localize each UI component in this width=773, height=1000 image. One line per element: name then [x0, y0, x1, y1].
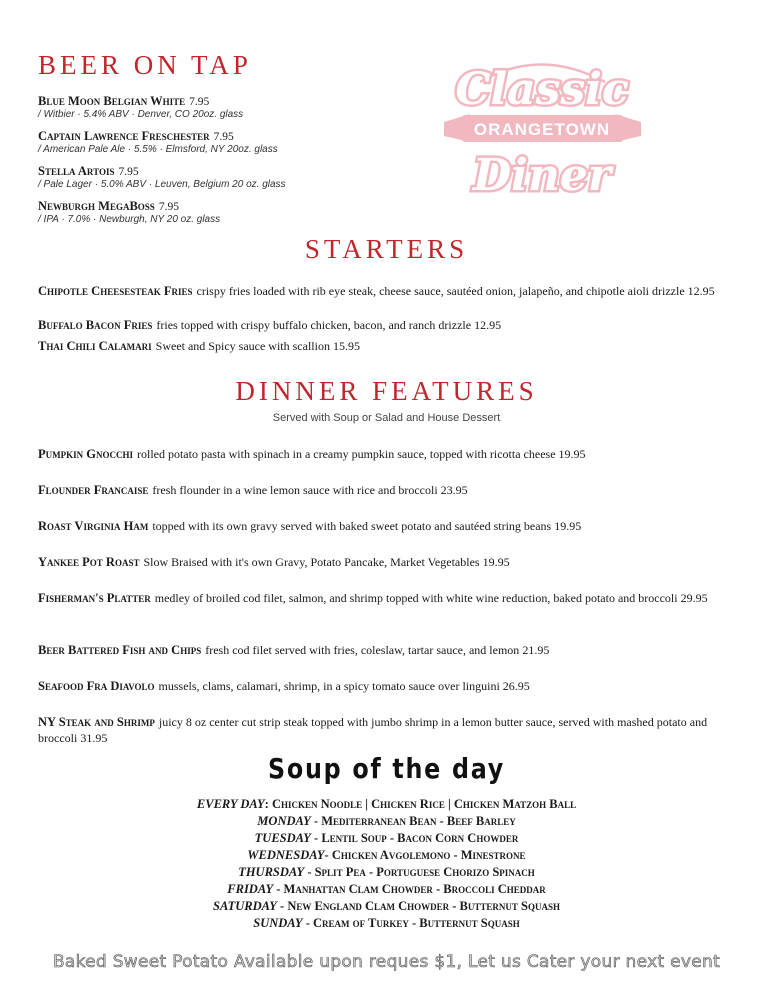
starters-heading: STARTERS — [304, 234, 469, 264]
logo-word-orangetown: ORANGETOWN — [473, 120, 611, 139]
logo-word-classic: Classic — [455, 64, 629, 115]
soup-separator: - — [273, 882, 284, 896]
item-name: Roast Virginia Ham — [38, 519, 149, 533]
soup-day: SATURDAY — [213, 899, 277, 913]
item-price: 19.95 — [558, 447, 586, 461]
item-name: Chipotle Cheesesteak Fries — [38, 284, 193, 298]
item-description: topped with its own gravy served with baked sweet potato and sautéed string beans — [152, 519, 552, 533]
item-name: NY Steak and Shrimp — [38, 715, 155, 729]
beer-item — [38, 90, 243, 120]
soup-line — [0, 865, 773, 880]
beer-detail: / Pale Lager · 5.0% ABV · Leuven, Belgium 20 oz. glass — [38, 179, 286, 190]
soup-line — [0, 848, 773, 863]
soup-of-the-day-heading: Soup of the day — [268, 752, 505, 785]
soup-line — [0, 831, 773, 846]
soup-list: Mediterranean Bean - Beef Barley — [321, 814, 516, 828]
soup-list: Cream of Turkey - Butternut Squash — [313, 916, 520, 930]
starter-item — [38, 283, 738, 299]
item-description: crispy fries loaded with rib eye steak, cheese sauce, sautéed onion, jalapeño, and chipotle aioli drizzle — [196, 284, 685, 298]
soup-separator: - — [310, 831, 322, 845]
beer-name: Captain Lawrence Freschester — [38, 129, 210, 143]
item-name: Yankee Pot Roast — [38, 555, 140, 569]
beer-item — [38, 195, 220, 225]
item-price: 31.95 — [80, 731, 108, 745]
dinner-item — [38, 482, 738, 498]
soup-list: Lentil Soup - Bacon Corn Chowder — [321, 831, 519, 845]
logo-word-diner: Diner — [472, 150, 612, 201]
beer-price: 7.95 — [118, 166, 139, 178]
soup-line — [0, 899, 773, 914]
soup-line — [0, 797, 773, 812]
item-price: 29.95 — [680, 591, 708, 605]
item-description: mussels, clams, calamari, shrimp, in a spicy tomato sauce over linguini — [158, 679, 500, 693]
dinner-item — [38, 678, 738, 694]
soup-list: Split Pea - Portuguese Chorizo Spinach — [314, 865, 535, 879]
item-price: 21.95 — [522, 643, 550, 657]
dinner-item — [38, 714, 738, 746]
item-name: Beer Battered Fish and Chips — [38, 643, 202, 657]
beer-detail: / IPA · 7.0% · Newburgh, NY 20 oz. glass — [38, 214, 221, 225]
beer-name: Newburgh MegaBoss — [38, 199, 155, 213]
soup-day: THURSDAY — [238, 865, 305, 879]
item-name: Thai Chili Calamari — [38, 339, 152, 353]
item-name: Fisherman's Platter — [38, 591, 151, 605]
beer-detail: / American Pale Ale · 5.5% · Elmsford, NY 20oz. glass — [38, 144, 278, 155]
item-description: juicy 8 oz center cut strip steak topped with jumbo shrimp in a lemon butter sauce, served with mashed potato and broccoli — [38, 715, 708, 745]
soup-separator: - — [276, 899, 288, 913]
item-price: 12.95 — [474, 318, 502, 332]
dinner-features-note: Served with Soup or Salad and House Dessert — [272, 412, 501, 424]
dinner-item — [38, 642, 738, 658]
soup-separator: - — [310, 814, 322, 828]
item-name: Buffalo Bacon Fries — [38, 318, 153, 332]
dinner-item — [38, 554, 738, 570]
soup-day: FRIDAY — [227, 882, 274, 896]
soup-line — [0, 916, 773, 931]
item-price: 19.95 — [554, 519, 582, 533]
dinner-item — [38, 518, 738, 534]
soup-day: EVERY DAY — [196, 797, 265, 811]
soup-separator: - — [302, 916, 313, 930]
soup-list: Manhattan Clam Chowder - Broccoli Cheddar — [283, 882, 546, 896]
soup-list: New England Clam Chowder - Butternut Squash — [287, 899, 560, 913]
item-price: 23.95 — [440, 483, 468, 497]
soup-list: Chicken Avgolemono - Minestrone — [331, 848, 526, 862]
item-description: fries topped with crispy buffalo chicken, bacon, and ranch drizzle — [156, 318, 472, 332]
beer-price: 7.95 — [213, 131, 234, 143]
soup-list: Chicken Noodle | Chicken Rice | Chicken Matzoh Ball — [271, 797, 577, 811]
item-description: Sweet and Spicy sauce with scallion — [155, 339, 330, 353]
soup-day: MONDAY — [257, 814, 311, 828]
item-description: Slow Braised with it's own Gravy, Potato Pancake, Market Vegetables — [143, 555, 480, 569]
dinner-item — [38, 590, 738, 606]
item-price: 12.95 — [687, 284, 715, 298]
beer-item — [38, 125, 278, 155]
item-description: medley of broiled cod filet, salmon, and shrimp topped with white wine reduction, baked potato and broccoli — [154, 591, 678, 605]
soup-day: WEDNESDAY — [247, 848, 325, 862]
classic-orangetown-diner-logo — [440, 52, 645, 207]
soup-line — [0, 882, 773, 897]
beer-detail: / Witbier · 5.4% ABV · Denver, CO 20oz. glass — [38, 109, 244, 120]
soup-line — [0, 814, 773, 829]
starter-item — [38, 338, 738, 354]
soup-day: SUNDAY — [253, 916, 303, 930]
item-price: 15.95 — [332, 339, 360, 353]
soup-day: TUESDAY — [254, 831, 311, 845]
starter-item — [38, 317, 738, 333]
beer-name: Stella Artois — [38, 164, 115, 178]
soup-separator: : — [264, 797, 272, 811]
item-price: 26.95 — [502, 679, 530, 693]
soup-separator: - — [324, 848, 332, 862]
item-name: Flounder Francaise — [38, 483, 149, 497]
beer-item — [38, 160, 286, 190]
item-name: Seafood Fra Diavolo — [38, 679, 155, 693]
beer-name: Blue Moon Belgian White — [38, 94, 186, 108]
item-description: fresh cod filet served with fries, coleslaw, tartar sauce, and lemon — [205, 643, 520, 657]
item-description: fresh flounder in a wine lemon sauce with rice and broccoli — [152, 483, 438, 497]
beer-price: 7.95 — [189, 96, 210, 108]
dinner-item — [38, 446, 738, 462]
dinner-features-heading: DINNER FEATURES — [235, 376, 538, 406]
beer-price: 7.95 — [158, 201, 179, 213]
footer-note: Baked Sweet Potato Available upon reques $1, Let us Cater your next event — [52, 952, 721, 972]
beer-on-tap-heading: BEER ON TAP — [38, 50, 252, 80]
item-price: 19.95 — [482, 555, 510, 569]
item-description: rolled potato pasta with spinach in a creamy pumpkin sauce, topped with ricotta cheese — [136, 447, 556, 461]
item-name: Pumpkin Gnocchi — [38, 447, 133, 461]
soup-separator: - — [304, 865, 315, 879]
